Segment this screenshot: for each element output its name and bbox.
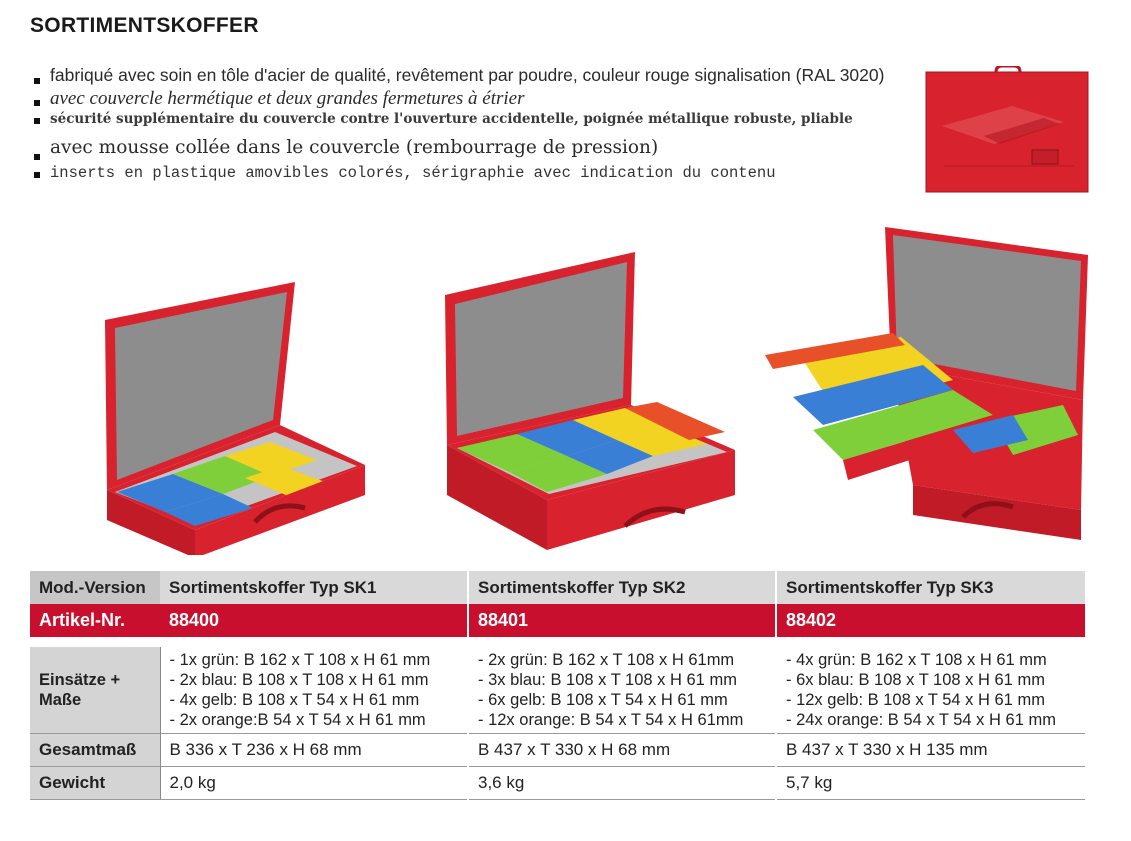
feature-item: sécurité supplémentaire du couvercle contre l'ouverture accidentelle, poignée métallique robuste, pliable	[32, 110, 912, 128]
total-size-row	[30, 734, 1085, 767]
model-sk1: Sortimentskoffer Typ SK1	[160, 571, 468, 604]
insert-line: - 4x gelb: B 108 x T 54 x H 61 mm	[169, 691, 420, 709]
insert-line: - 24x orange: B 54 x T 54 x H 61 mm	[786, 711, 1056, 729]
feature-item: fabriqué avec soin en tôle d'acier de qualité, revêtement par poudre, couleur rouge signalisation (RAL 3020)	[32, 62, 912, 88]
model-sk3: Sortimentskoffer Typ SK3	[776, 571, 1085, 604]
model-label: Mod.-Version	[30, 571, 160, 604]
total-sk1: B 336 x T 236 x H 68 mm	[160, 734, 468, 767]
total-sk2: B 437 x T 330 x H 68 mm	[468, 734, 776, 767]
inserts-label-line: Einsätze +	[39, 671, 121, 689]
sk2-case-image	[435, 250, 745, 555]
insert-line: - 3x blau: B 108 x T 108 x H 61 mm	[478, 671, 737, 689]
weight-label: Gewicht	[30, 767, 160, 800]
inserts-label-line: Maße	[39, 691, 82, 709]
inserts-label	[30, 647, 160, 734]
insert-line: - 12x gelb: B 108 x T 54 x H 61 mm	[786, 691, 1045, 709]
insert-line: - 2x blau: B 108 x T 108 x H 61 mm	[169, 671, 429, 689]
insert-line: - 2x orange:B 54 x T 54 x H 61 mm	[169, 711, 426, 729]
model-row	[30, 571, 1085, 604]
feature-item: avec couvercle hermétique et deux grandes fermetures à étrier	[32, 88, 912, 110]
total-label: Gesamtmaß	[30, 734, 160, 767]
inserts-sk2	[468, 647, 776, 734]
insert-line: - 12x orange: B 54 x T 54 x H 61mm	[478, 711, 744, 729]
insert-line: - 4x grün: B 162 x T 108 x H 61 mm	[786, 651, 1047, 669]
article-row	[30, 604, 1085, 637]
insert-line: - 6x blau: B 108 x T 108 x H 61 mm	[786, 671, 1045, 689]
inserts-row	[30, 647, 1085, 734]
inserts-sk1	[160, 647, 468, 734]
page-title: SORTIMENTSKOFFER	[30, 14, 259, 37]
article-sk2: 88401	[468, 604, 776, 637]
feature-list	[32, 62, 912, 182]
spec-table	[30, 571, 1085, 800]
weight-row	[30, 767, 1085, 800]
feature-item: avec mousse collée dans le couvercle (rembourrage de pression)	[32, 132, 912, 164]
sk1-case-image	[95, 280, 375, 555]
insert-line: - 2x grün: B 162 x T 108 x H 61mm	[478, 651, 735, 669]
weight-sk2: 3,6 kg	[468, 767, 776, 800]
article-label: Artikel-Nr.	[30, 604, 160, 637]
article-sk1: 88400	[160, 604, 468, 637]
feature-item: inserts en plastique amovibles colorés, sérigraphie avec indication du contenu	[32, 164, 912, 182]
sk3-case-image	[763, 225, 1093, 545]
total-sk3: B 437 x T 330 x H 135 mm	[776, 734, 1085, 767]
weight-sk3: 5,7 kg	[776, 767, 1085, 800]
product-images	[95, 220, 1095, 565]
article-sk3: 88402	[776, 604, 1085, 637]
weight-sk1: 2,0 kg	[160, 767, 468, 800]
model-sk2: Sortimentskoffer Typ SK2	[468, 571, 776, 604]
insert-line: - 1x grün: B 162 x T 108 x H 61 mm	[169, 651, 431, 669]
insert-line: - 6x gelb: B 108 x T 54 x H 61 mm	[478, 691, 728, 709]
closed-case-image	[924, 66, 1090, 194]
inserts-sk3	[776, 647, 1085, 734]
